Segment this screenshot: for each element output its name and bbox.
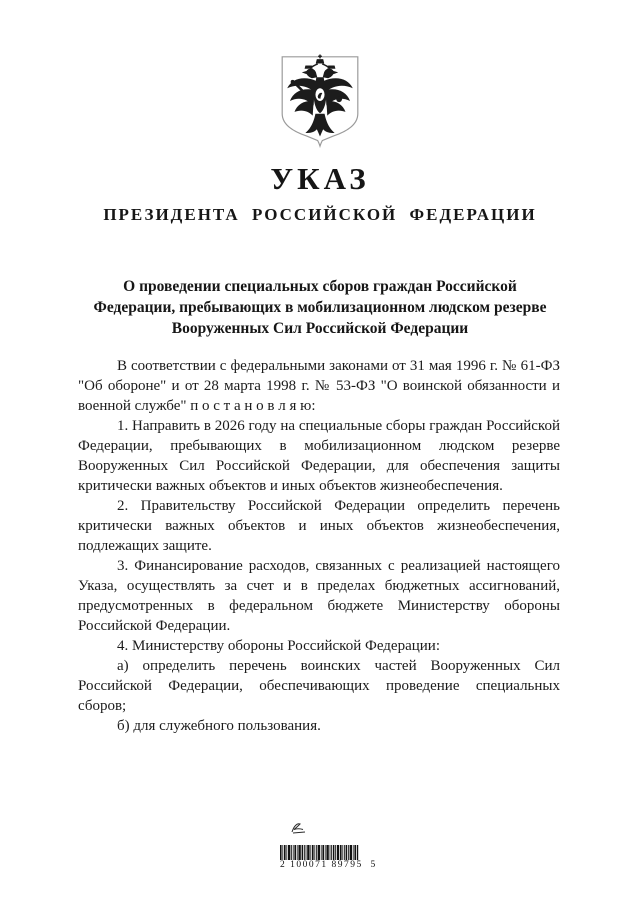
decree-paragraph-2: 2. Правительству Российской Федерации определить перечень критически важных объектов и иных объектов жизнеобеспечения, подлежащих защите. (78, 498, 560, 554)
barcode-digits: 2 100071 89795 5 (280, 860, 377, 870)
decree-paragraph-preamble: В соответствии с федеральными законами от 31 мая 1996 г. № 61-ФЗ "Об обороне" и от 28 марта 1998 г. № 53-ФЗ "О воинской обязанности и военной службе" п о с т а н о в л я ю: (78, 358, 560, 414)
barcode (280, 845, 377, 870)
decree-subject-heading: О проведении специальных сборов граждан Российской Федерации, пребывающих в мобилизационном людском резерве Вооруженных Сил Российской Федерации (93, 278, 547, 337)
document-subtitle: ПРЕЗИДЕНТА РОССИЙСКОЙ ФЕДЕРАЦИИ (103, 205, 537, 224)
decree-paragraph-4a: а) определить перечень воинских частей Вооруженных Сил Российской Федерации, обеспечивающих проведение специальных сборов; (78, 658, 560, 714)
print-mark-icon (290, 822, 307, 835)
russia-coat-of-arms-icon (279, 53, 361, 149)
decree-paragraph-1: 1. Направить в 2026 году на специальные сборы граждан Российской Федерации, пребывающих в мобилизационном людском резерве Вооруженных Сил Российской Федерации, для обеспечения защиты критически важных объектов и иных объектов жизнеобеспечения. (78, 418, 560, 494)
decree-body (78, 356, 560, 736)
emblem (279, 53, 361, 149)
decree-paragraph-4: 4. Министерству обороны Российской Федерации: (117, 638, 440, 654)
decree-paragraph-3: 3. Финансирование расходов, связанных с реализацией настоящего Указа, осуществлять за счет и в пределах бюджетных ассигнований, предусмотренных в федеральном бюджете Министерству обороны Российской Федерации. (78, 558, 560, 634)
decree-paragraph-4b: б) для служебного пользования. (117, 718, 321, 734)
barcode-icon (280, 845, 360, 860)
document-title: УКАЗ (270, 161, 370, 196)
